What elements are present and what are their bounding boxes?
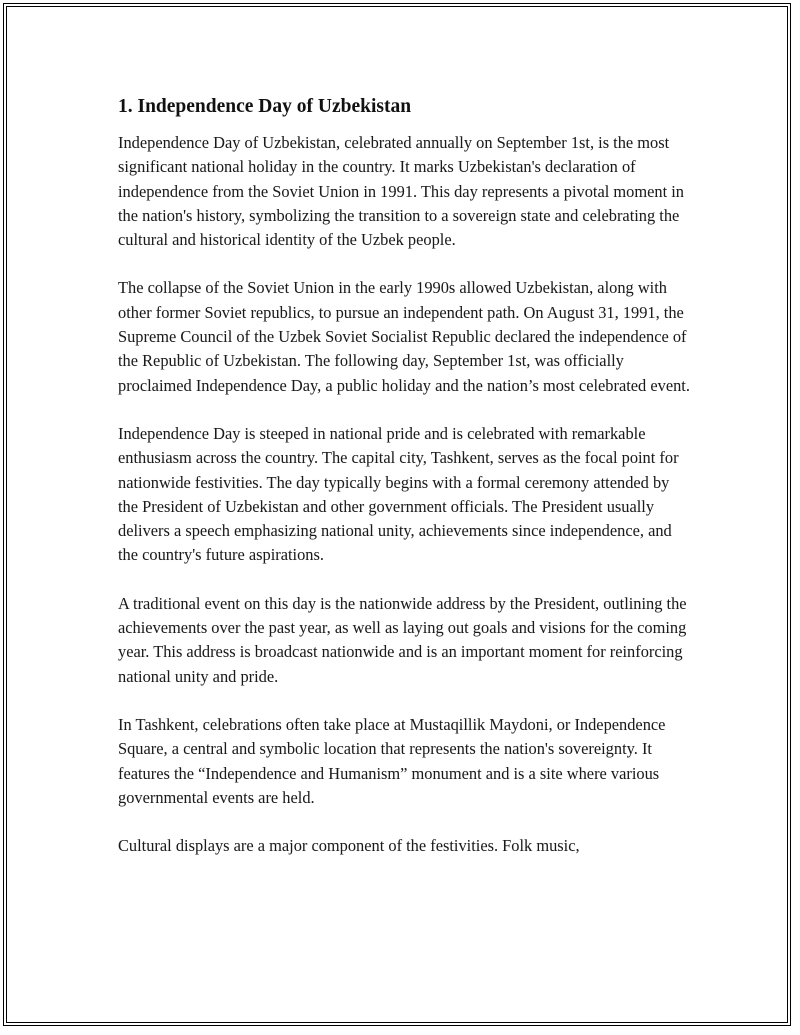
paragraph-2: The collapse of the Soviet Union in the early 1990s allowed Uzbekistan, along with other former Soviet republics, to pursue an independent path. On August 31, 1991, the Supreme Council of the Uzbek Soviet Socialist Republic declared the independence of the Republic of Uzbekistan. The following day, September 1st, was officially proclaimed Independence Day, a public holiday and the nation’s most celebrated event. <box>118 278 690 395</box>
paragraph-3: Independence Day is steeped in national pride and is celebrated with remarkable enthusiasm across the country. The capital city, Tashkent, serves as the focal point for nationwide festivities. The day typically begins with a formal ceremony attended by the President of Uzbekistan and other government officials. The President usually delivers a speech emphasizing national unity, achievements since independence, and the country's future aspirations. <box>118 423 679 565</box>
paragraph-1: Independence Day of Uzbekistan, celebrated annually on September 1st, is the most significant national holiday in the country. It marks Uzbekistan's declaration of independence from the Soviet Union in 1991. This day represents a pivotal moment in the nation's history, symbolizing the transition to a sovereign state and celebrating the cultural and historical identity of the Uzbek people. <box>118 133 684 250</box>
paragraph-4: A traditional event on this day is the nationwide address by the President, outlining the achievements over the past year, as well as laying out goals and visions for the coming year. This address is broadcast nationwide and is an important moment for reinforcing national unity and pride. <box>118 593 687 686</box>
section-heading: 1. Independence Day of Uzbekistan <box>118 96 412 117</box>
document-body <box>118 94 690 882</box>
paragraph-6: Cultural displays are a major component of the festivities. Folk music, <box>118 836 580 856</box>
paragraph-5: In Tashkent, celebrations often take place at Mustaqillik Maydoni, or Independence Square, a central and symbolic location that represents the nation's sovereignty. It features the “Independence and Humanism” monument and is a site where various governmental events are held. <box>118 714 666 807</box>
